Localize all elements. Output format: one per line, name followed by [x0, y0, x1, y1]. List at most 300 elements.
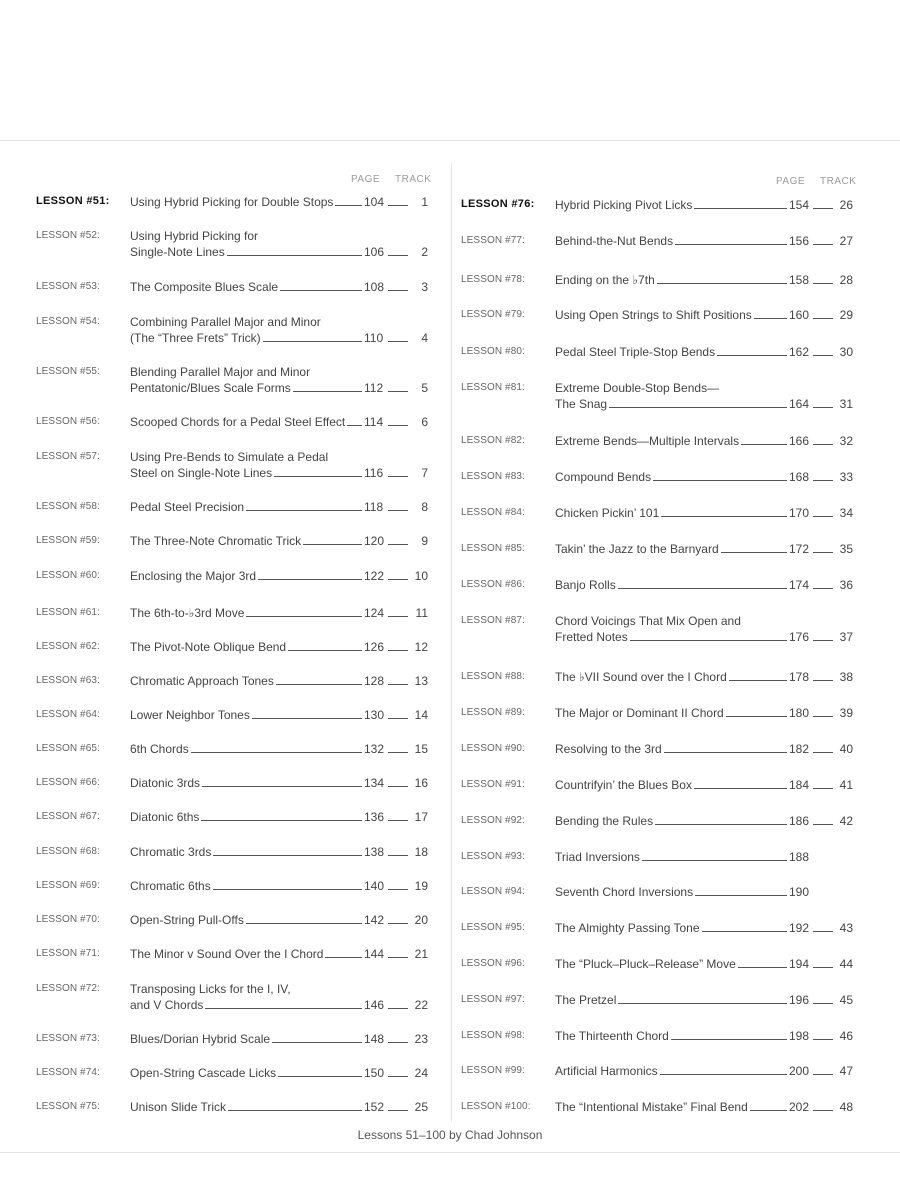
lesson-title-line [555, 1064, 853, 1078]
lesson-number: LESSON #59: [36, 535, 100, 546]
lesson-title-line [555, 885, 853, 899]
dot-leader [280, 290, 362, 291]
lesson-title-line [555, 542, 853, 556]
dot-leader [388, 957, 408, 958]
lesson-title-line [130, 845, 428, 859]
lesson-title-line: Chord Voicings That Mix Open and [555, 614, 741, 628]
dot-leader [258, 579, 362, 580]
track-number: 18 [414, 845, 428, 859]
lesson-number: LESSON #83: [461, 471, 525, 482]
dot-leader [205, 1008, 362, 1009]
lesson-title-line [555, 670, 853, 684]
page-number: 120 [364, 534, 385, 548]
track-number: 5 [421, 381, 428, 395]
track-number: 6 [421, 415, 428, 429]
lesson-title: Bending the Rules [555, 814, 654, 828]
dot-leader [813, 640, 833, 641]
lesson-number: LESSON #60: [36, 570, 100, 581]
lesson-title-line [555, 198, 853, 212]
page-number: 104 [364, 195, 385, 209]
dot-leader [388, 820, 408, 821]
lesson-title-line [555, 993, 853, 1007]
page-number: 200 [789, 1064, 810, 1078]
dot-leader [388, 650, 408, 651]
lesson-title: Lower Neighbor Tones [130, 708, 250, 722]
page-number: 196 [789, 993, 810, 1007]
lesson-number: LESSON #81: [461, 382, 525, 393]
lesson-number: LESSON #79: [461, 309, 525, 320]
lesson-number: LESSON #64: [36, 709, 100, 720]
track-number: 17 [414, 810, 428, 824]
page-number: 174 [789, 578, 810, 592]
page-number: 162 [789, 345, 810, 359]
lesson-number: LESSON #76: [461, 198, 535, 210]
lesson-title: Steel on Single-Note Lines [130, 466, 273, 480]
page-number: 114 [364, 415, 384, 429]
track-number: 27 [839, 234, 853, 248]
page-number: 150 [364, 1066, 385, 1080]
page-number: 192 [789, 921, 810, 935]
dot-leader [657, 283, 787, 284]
lesson-title: Fretted Notes [555, 630, 628, 644]
lesson-title: Chromatic 3rds [130, 845, 212, 859]
lesson-title: Artificial Harmonics [555, 1064, 658, 1078]
track-number: 44 [839, 957, 853, 971]
dot-leader [388, 616, 408, 617]
dot-leader [227, 255, 362, 256]
track-number: 28 [839, 273, 853, 287]
dot-leader [813, 355, 833, 356]
lesson-number: LESSON #99: [461, 1065, 525, 1076]
dot-leader [303, 544, 362, 545]
dot-leader [813, 680, 833, 681]
lesson-number: LESSON #94: [461, 886, 525, 897]
page-number: 132 [364, 742, 385, 756]
page-number: 164 [789, 397, 810, 411]
dot-leader [813, 407, 833, 408]
lesson-number: LESSON #71: [36, 948, 100, 959]
lesson-number: LESSON #91: [461, 779, 525, 790]
track-number: 45 [839, 993, 853, 1007]
dot-leader [201, 820, 362, 821]
lesson-title: Chromatic Approach Tones [130, 674, 274, 688]
lesson-title: The Thirteenth Chord [555, 1029, 669, 1043]
track-number: 25 [414, 1100, 428, 1114]
lesson-number: LESSON #80: [461, 346, 525, 357]
track-number: 22 [414, 998, 428, 1012]
lesson-title: The Major or Dominant II Chord [555, 706, 724, 720]
lesson-title-line [555, 742, 853, 756]
dot-leader [388, 889, 408, 890]
lesson-title: Blues/Dorian Hybrid Scale [130, 1032, 271, 1046]
track-number: 20 [414, 913, 428, 927]
lesson-number: LESSON #51: [36, 195, 110, 207]
dot-leader [202, 786, 362, 787]
dot-leader [388, 391, 408, 392]
lesson-title-line [130, 674, 428, 688]
lesson-title-line [130, 640, 428, 654]
lesson-title-line [130, 1100, 428, 1114]
lesson-title: Unison Slide Trick [130, 1100, 227, 1114]
dot-leader [813, 1039, 833, 1040]
dot-leader [263, 341, 362, 342]
dot-leader [813, 244, 833, 245]
page-number: 128 [364, 674, 385, 688]
lesson-title-line [130, 606, 428, 620]
lesson-title-line [130, 466, 428, 480]
page-number: 118 [364, 500, 384, 514]
lesson-title: Pedal Steel Precision [130, 500, 245, 514]
lesson-number: LESSON #73: [36, 1033, 100, 1044]
page-number: 186 [789, 814, 810, 828]
page-number: 112 [364, 381, 384, 395]
page-number: 190 [789, 885, 810, 899]
page-number: 108 [364, 280, 385, 294]
dot-leader [813, 208, 833, 209]
lesson-title-line [130, 913, 428, 927]
lesson-number: LESSON #93: [461, 851, 525, 862]
page-number: 144 [364, 947, 385, 961]
dot-leader [388, 923, 408, 924]
track-number: 1 [421, 195, 428, 209]
dot-leader [813, 1110, 833, 1111]
lesson-title-line [130, 245, 428, 259]
page-number: 148 [364, 1032, 385, 1046]
page-number: 146 [364, 998, 385, 1012]
track-number: 11 [415, 606, 428, 620]
dot-leader [813, 931, 833, 932]
track-number: 19 [414, 879, 428, 893]
page-number: 180 [789, 706, 810, 720]
page-number: 152 [364, 1100, 385, 1114]
track-number: 23 [414, 1032, 428, 1046]
page-number: 198 [789, 1029, 810, 1043]
lesson-title-line: Using Hybrid Picking for [130, 229, 259, 243]
lesson-title-line [130, 1032, 428, 1046]
lesson-number: LESSON #78: [461, 274, 525, 285]
dot-leader [664, 752, 787, 753]
page-number: 134 [364, 776, 385, 790]
lesson-title: Banjo Rolls [555, 578, 616, 592]
lesson-number: LESSON #95: [461, 922, 525, 933]
lesson-title: Open-String Pull-Offs [130, 913, 244, 927]
track-number: 40 [839, 742, 853, 756]
track-number: 2 [421, 245, 428, 259]
lesson-number: LESSON #62: [36, 641, 100, 652]
track-number: 48 [839, 1100, 853, 1114]
lesson-title: Open-String Cascade Licks [130, 1066, 277, 1080]
page-number: 122 [364, 569, 385, 583]
track-number: 10 [414, 569, 428, 583]
track-number: 37 [839, 630, 853, 644]
lesson-title: The Snag [555, 397, 608, 411]
track-number: 46 [839, 1029, 853, 1043]
lesson-title: Ending on the ♭7th [555, 273, 655, 287]
page-caption: Lessons 51–100 by Chad Johnson [357, 1128, 543, 1142]
track-number: 13 [414, 674, 428, 688]
lesson-title-line [130, 1066, 428, 1080]
lesson-title-line [555, 234, 853, 248]
lesson-title-line [130, 742, 428, 756]
dot-leader [609, 407, 787, 408]
page-number: 126 [364, 640, 385, 654]
dot-leader [630, 640, 787, 641]
track-column-header: TRACK [820, 176, 857, 187]
dot-leader [325, 957, 362, 958]
dot-leader [726, 716, 787, 717]
dot-leader [388, 544, 408, 545]
track-number: 3 [421, 280, 428, 294]
track-number: 42 [839, 814, 853, 828]
dot-leader [191, 752, 362, 753]
dot-leader [813, 283, 833, 284]
lesson-title: Pedal Steel Triple-Stop Bends [555, 345, 716, 359]
lesson-title: 6th Chords [130, 742, 189, 756]
dot-leader [335, 205, 362, 206]
lesson-number: LESSON #96: [461, 958, 525, 969]
page-number: 130 [364, 708, 385, 722]
lesson-number: LESSON #55: [36, 366, 100, 377]
dot-leader [813, 318, 833, 319]
dot-leader [388, 255, 408, 256]
dot-leader [813, 480, 833, 481]
dot-leader [246, 923, 362, 924]
dot-leader [738, 967, 787, 968]
page-number: 136 [364, 810, 385, 824]
dot-leader [618, 588, 787, 589]
lesson-title-line [555, 706, 853, 720]
lesson-title-line [130, 569, 428, 583]
lesson-title: Resolving to the 3rd [555, 742, 662, 756]
track-number: 38 [839, 670, 853, 684]
track-number: 8 [421, 500, 428, 514]
lesson-title: and V Chords [130, 998, 204, 1012]
track-number: 9 [421, 534, 428, 548]
lesson-number: LESSON #92: [461, 815, 525, 826]
lesson-title: The Composite Blues Scale [130, 280, 279, 294]
dot-leader [694, 208, 787, 209]
dot-leader [813, 788, 833, 789]
lesson-title-line [555, 434, 853, 448]
lesson-number: LESSON #85: [461, 543, 525, 554]
lesson-title-line [555, 814, 853, 828]
lesson-title-line [130, 500, 428, 514]
lesson-title: The Minor v Sound Over the I Chord [130, 947, 324, 961]
lesson-title-line [555, 470, 853, 484]
lesson-title: The 6th-to-♭3rd Move [130, 606, 245, 620]
page-number: 156 [789, 234, 810, 248]
dot-leader [721, 552, 787, 553]
dot-leader [729, 680, 787, 681]
dot-leader [813, 1074, 833, 1075]
lesson-number: LESSON #67: [36, 811, 100, 822]
track-number: 31 [839, 397, 853, 411]
lesson-title: Extreme Bends—Multiple Intervals [555, 434, 740, 448]
lesson-number: LESSON #57: [36, 451, 100, 462]
dot-leader [293, 391, 362, 392]
page-number: 178 [789, 670, 810, 684]
dot-leader [695, 895, 787, 896]
lesson-title-line: Transposing Licks for the I, IV, [130, 982, 291, 996]
lesson-title-line [130, 195, 428, 209]
lesson-title-line: Combining Parallel Major and Minor [130, 315, 321, 329]
page-number: 194 [789, 957, 810, 971]
lesson-number: LESSON #61: [36, 607, 100, 618]
page-column-header: PAGE [351, 174, 381, 185]
page-number: 166 [789, 434, 810, 448]
dot-leader [388, 786, 408, 787]
lesson-title-line [130, 810, 428, 824]
track-column-header: TRACK [395, 174, 432, 185]
lesson-title: Single-Note Lines [130, 245, 225, 259]
lesson-number: LESSON #100: [461, 1101, 531, 1112]
page-number: 172 [789, 542, 810, 556]
dot-leader [661, 516, 787, 517]
track-number: 36 [839, 578, 853, 592]
track-number: 16 [414, 776, 428, 790]
dot-leader [246, 616, 362, 617]
page-number: 184 [789, 778, 810, 792]
track-number: 12 [414, 640, 428, 654]
dot-leader [813, 516, 833, 517]
lesson-title-line [130, 415, 428, 429]
lesson-title-line [555, 1029, 853, 1043]
lesson-title: Scooped Chords for a Pedal Steel Effect [130, 415, 346, 429]
track-number: 41 [839, 778, 853, 792]
lesson-title-line: Blending Parallel Major and Minor [130, 365, 311, 379]
dot-leader [813, 1003, 833, 1004]
lesson-title: Behind-the-Nut Bends [555, 234, 674, 248]
lesson-title-line [555, 630, 853, 644]
dot-leader [278, 1076, 362, 1077]
page-number: 154 [789, 198, 810, 212]
lesson-title: Diatonic 3rds [130, 776, 201, 790]
lesson-title: Using Hybrid Picking for Double Stops [130, 195, 334, 209]
lesson-title-line [130, 381, 428, 395]
right-column [461, 0, 881, 1200]
lesson-number: LESSON #56: [36, 416, 100, 427]
dot-leader [750, 1110, 787, 1111]
page-number: 124 [364, 606, 385, 620]
lesson-title-line [555, 345, 853, 359]
dot-leader [618, 1003, 787, 1004]
dot-leader [813, 752, 833, 753]
track-number: 32 [839, 434, 853, 448]
lesson-title: Hybrid Picking Pivot Licks [555, 198, 693, 212]
dot-leader [813, 444, 833, 445]
dot-leader [388, 425, 408, 426]
lesson-title: Chicken Pickin’ 101 [555, 506, 660, 520]
lesson-title-line [555, 397, 853, 411]
dot-leader [388, 341, 408, 342]
page-number: 182 [789, 742, 810, 756]
lesson-number: LESSON #88: [461, 671, 525, 682]
dot-leader [388, 290, 408, 291]
track-number: 30 [839, 345, 853, 359]
dot-leader [813, 716, 833, 717]
dot-leader [276, 684, 362, 685]
lesson-number: LESSON #63: [36, 675, 100, 686]
track-number: 39 [839, 706, 853, 720]
lesson-title: Triad Inversions [555, 850, 640, 864]
lesson-number: LESSON #65: [36, 743, 100, 754]
lesson-title: The ♭VII Sound over the I Chord [555, 670, 727, 684]
dot-leader [655, 824, 787, 825]
page-number: 168 [789, 470, 810, 484]
dot-leader [388, 579, 408, 580]
lesson-number: LESSON #54: [36, 316, 100, 327]
lesson-title-line [130, 534, 428, 548]
lesson-number: LESSON #89: [461, 707, 525, 718]
lesson-number: LESSON #82: [461, 435, 525, 446]
lesson-title-line [130, 998, 428, 1012]
lesson-number: LESSON #58: [36, 501, 100, 512]
lesson-title-line [555, 778, 853, 792]
page-number: 176 [789, 630, 810, 644]
dot-leader [388, 205, 408, 206]
lesson-title: Seventh Chord Inversions [555, 885, 694, 899]
track-number: 14 [414, 708, 428, 722]
lesson-title-line: Using Pre-Bends to Simulate a Pedal [130, 450, 329, 464]
lesson-title-line [130, 708, 428, 722]
lesson-number: LESSON #77: [461, 235, 525, 246]
dot-leader [388, 1076, 408, 1077]
lesson-title-line [555, 1100, 853, 1114]
track-number: 47 [839, 1064, 853, 1078]
dot-leader [213, 889, 362, 890]
lesson-title: Enclosing the Major 3rd [130, 569, 257, 583]
page-number: 138 [364, 845, 385, 859]
track-number: 35 [839, 542, 853, 556]
track-number: 24 [414, 1066, 428, 1080]
page-number: 110 [364, 331, 384, 345]
page-number: 140 [364, 879, 385, 893]
dot-leader [388, 1042, 408, 1043]
dot-leader [660, 1074, 787, 1075]
lesson-title-line [555, 578, 853, 592]
page-number: 202 [789, 1100, 810, 1114]
track-number: 7 [421, 466, 428, 480]
lesson-title-line [555, 308, 853, 322]
dot-leader [702, 931, 787, 932]
track-number: 43 [839, 921, 853, 935]
lesson-title-line [130, 879, 428, 893]
lesson-title-line: Extreme Double-Stop Bends— [555, 381, 720, 395]
dot-leader [388, 752, 408, 753]
lesson-title-line [130, 331, 428, 345]
lesson-number: LESSON #74: [36, 1067, 100, 1078]
lesson-number: LESSON #87: [461, 615, 525, 626]
lesson-title: Countrifyin’ the Blues Box [555, 778, 692, 792]
lesson-title: The Almighty Passing Tone [555, 921, 700, 935]
lesson-title: Using Open Strings to Shift Positions [555, 308, 752, 322]
page-number: 106 [364, 245, 385, 259]
dot-leader [288, 650, 362, 651]
page-number: 170 [789, 506, 810, 520]
lesson-number: LESSON #69: [36, 880, 100, 891]
lesson-number: LESSON #90: [461, 743, 525, 754]
lesson-title: Diatonic 6ths [130, 810, 200, 824]
lesson-number: LESSON #97: [461, 994, 525, 1005]
dot-leader [388, 1110, 408, 1111]
dot-leader [813, 588, 833, 589]
lesson-number: LESSON #86: [461, 579, 525, 590]
dot-leader [228, 1110, 362, 1111]
dot-leader [675, 244, 787, 245]
lesson-number: LESSON #70: [36, 914, 100, 925]
lesson-title: The “Intentional Mistake” Final Bend [555, 1100, 748, 1114]
lesson-number: LESSON #53: [36, 281, 100, 292]
